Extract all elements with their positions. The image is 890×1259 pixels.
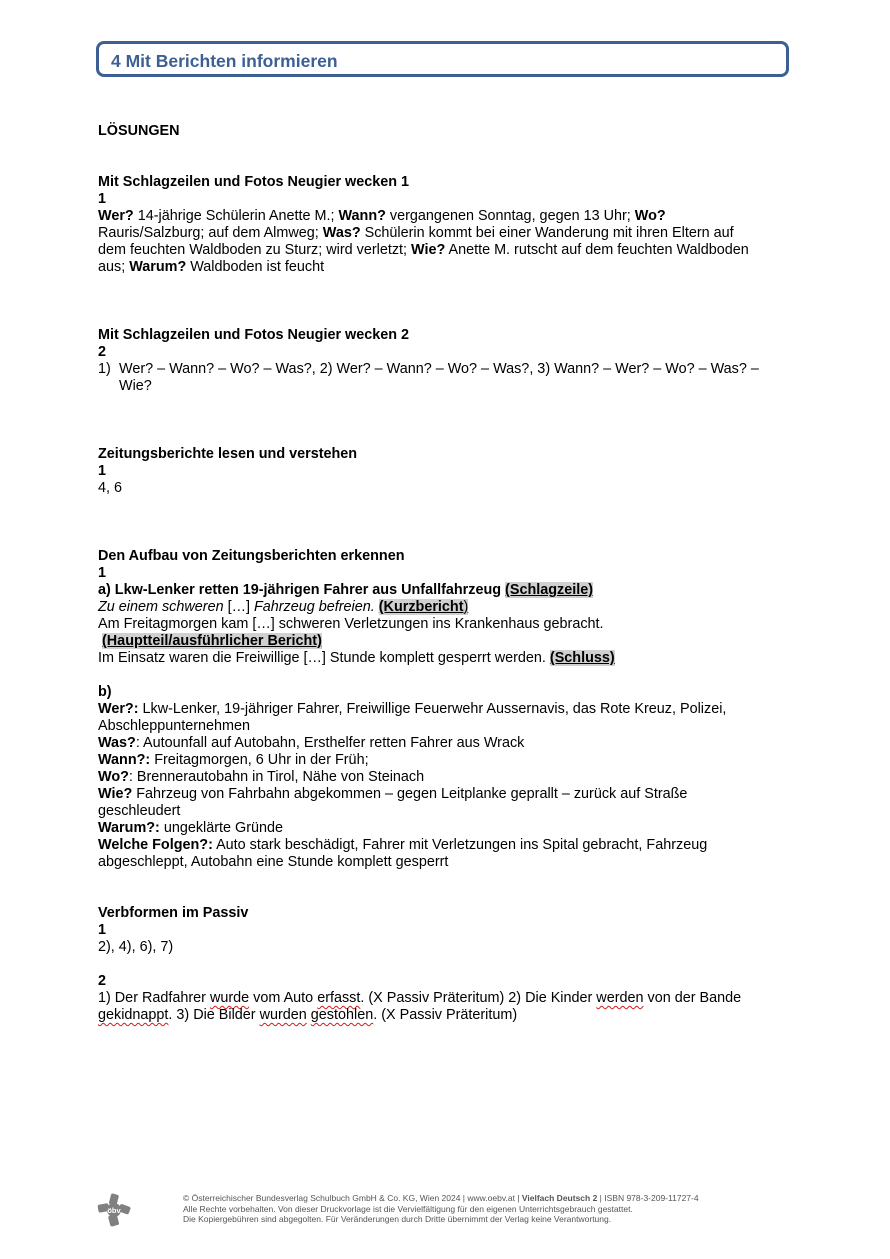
answer-line: gekidnappt. 3) Die Bilder wurden gestohlen. (X Passiv Präteritum) <box>98 1007 518 1023</box>
document-body <box>98 123 798 1024</box>
label-schluss: (Schluss) <box>549 650 615 666</box>
answer-line: aus; Warum? Waldboden ist feucht <box>98 259 325 275</box>
label-schlagzeile: (Schlagzeile) <box>505 582 594 598</box>
section-schlagzeilen-1 <box>98 174 798 276</box>
answer-line: Wer?: Lkw-Lenker, 19-jähriger Fahrer, Freiwillige Feuerwehr Aussernavis, das Rote Kreuz, Polizei, <box>98 701 727 717</box>
answer-line: 4, 6 <box>98 480 123 496</box>
answer-line: 1) Der Radfahrer wurde vom Auto erfasst. (X Passiv Präteritum) 2) Die Kinder werden von der Bande <box>98 990 742 1006</box>
answer-line: dem feuchten Waldboden zu Sturz; wird verletzt; Wie? Anette M. rutscht auf dem feuchten Waldboden <box>98 242 749 258</box>
verb-marked: wurde <box>209 990 250 1006</box>
logo-label: öbv <box>107 1206 121 1215</box>
publisher-logo-icon <box>97 1193 131 1227</box>
task-number: 1 <box>98 191 107 207</box>
verb-marked: werden <box>596 990 644 1006</box>
answer-line: Zu einem schweren […] Fahrzeug befreien. (Kurzbericht) <box>98 599 469 615</box>
task-number: 1 <box>98 922 107 938</box>
section-passiv <box>98 905 798 1024</box>
subtask-label: b) <box>98 684 112 700</box>
answer-line: Was?: Autounfall auf Autobahn, Ersthelfer retten Fahrer aus Wrack <box>98 735 525 751</box>
answer-line <box>98 633 798 650</box>
section-title: Verbformen im Passiv <box>98 905 249 921</box>
footer-copyright: © Österreichischer Bundesverlag Schulbuch GmbH & Co. KG, Wien 2024 | www.oebv.at | Vielfach Deutsch 2 | ISBN 978-3-209-11727-4 <box>183 1193 699 1203</box>
footer-disclaimer: Die Kopiergebühren sind abgegolten. Für Veränderungen durch Dritte übernimmt der Verlag keine Verantwortung. <box>183 1214 612 1224</box>
label-hauptteil: (Hauptteil/ausführlicher Bericht) <box>102 633 322 649</box>
footer-rights: Alle Rechte vorbehalten. Von dieser Druckvorlage ist die Vervielfältigung für den eigenen Unterrichtsgebrauch gestattet. <box>183 1203 633 1214</box>
section-aufbau <box>98 548 798 871</box>
verb-marked: wurden <box>259 1007 307 1023</box>
answer-line: Wann?: Freitagmorgen, 6 Uhr in der Früh; <box>98 752 369 768</box>
answer-line: Wer? 14-jährige Schülerin Anette M.; Wann? vergangenen Sonntag, gegen 13 Uhr; Wo? <box>98 208 666 224</box>
answer-line: Im Einsatz waren die Freiwillige […] Stunde komplett gesperrt werden. (Schluss) <box>98 650 615 666</box>
answer-line: Am Freitagmorgen kam […] schweren Verletzungen ins Krankenhaus gebracht. <box>98 616 604 632</box>
label-kurzbericht: (Kurzbericht <box>378 599 464 615</box>
main-heading: LÖSUNGEN <box>98 123 180 139</box>
list-item: 1) Wer? – Wann? – Wo? – Was?, 2) Wer? – Wann? – Wo? – Was?, 3) Wann? – Wer? – Wo? – Was? – <box>98 361 759 377</box>
task-number: 2 <box>98 973 107 989</box>
answer-line: geschleudert <box>98 803 181 819</box>
answer-line: abgeschleppt, Autobahn eine Stunde komplett gesperrt <box>98 854 449 870</box>
footer <box>183 1193 699 1225</box>
section-zeitungsberichte <box>98 446 798 497</box>
answer-line: 2), 4), 6), 7) <box>98 939 174 955</box>
answer-line: Warum?: ungeklärte Gründe <box>98 820 284 836</box>
verb-marked: gekidnappt <box>98 1007 169 1023</box>
answer-line: a) Lkw-Lenker retten 19-jährigen Fahrer aus Unfallfahrzeug (Schlagzeile) <box>98 582 594 598</box>
section-title: Den Aufbau von Zeitungsberichten erkennen <box>98 548 405 564</box>
section-title: Zeitungsberichte lesen und verstehen <box>98 446 358 462</box>
answer-line: Rauris/Salzburg; auf dem Almweg; Was? Schülerin kommt bei einer Wanderung mit ihren Eltern auf <box>98 225 734 241</box>
section-schlagzeilen-2 <box>98 327 798 395</box>
section-title: Mit Schlagzeilen und Fotos Neugier wecken 1 <box>98 174 410 190</box>
section-title: Mit Schlagzeilen und Fotos Neugier wecken 2 <box>98 327 410 343</box>
list-item-continuation: Wie? <box>119 378 152 394</box>
verb-marked: erfasst <box>317 990 361 1006</box>
task-number: 1 <box>98 565 107 581</box>
answer-line: Abschleppunternehmen <box>98 718 251 734</box>
verb-marked: gestohlen <box>310 1007 374 1023</box>
answer-line: Welche Folgen?: Auto stark beschädigt, Fahrer mit Verletzungen ins Spital gebracht, Fahrzeug <box>98 837 708 853</box>
task-number: 2 <box>98 344 107 360</box>
answer-line: Wie? Fahrzeug von Fahrbahn abgekommen – gegen Leitplanke geprallt – zurück auf Straße <box>98 786 688 802</box>
page-title: 4 Mit Berichten informieren <box>111 51 338 71</box>
header-box <box>96 41 789 77</box>
task-number: 1 <box>98 463 107 479</box>
answer-line: Wo?: Brennerautobahn in Tirol, Nähe von Steinach <box>98 769 425 785</box>
